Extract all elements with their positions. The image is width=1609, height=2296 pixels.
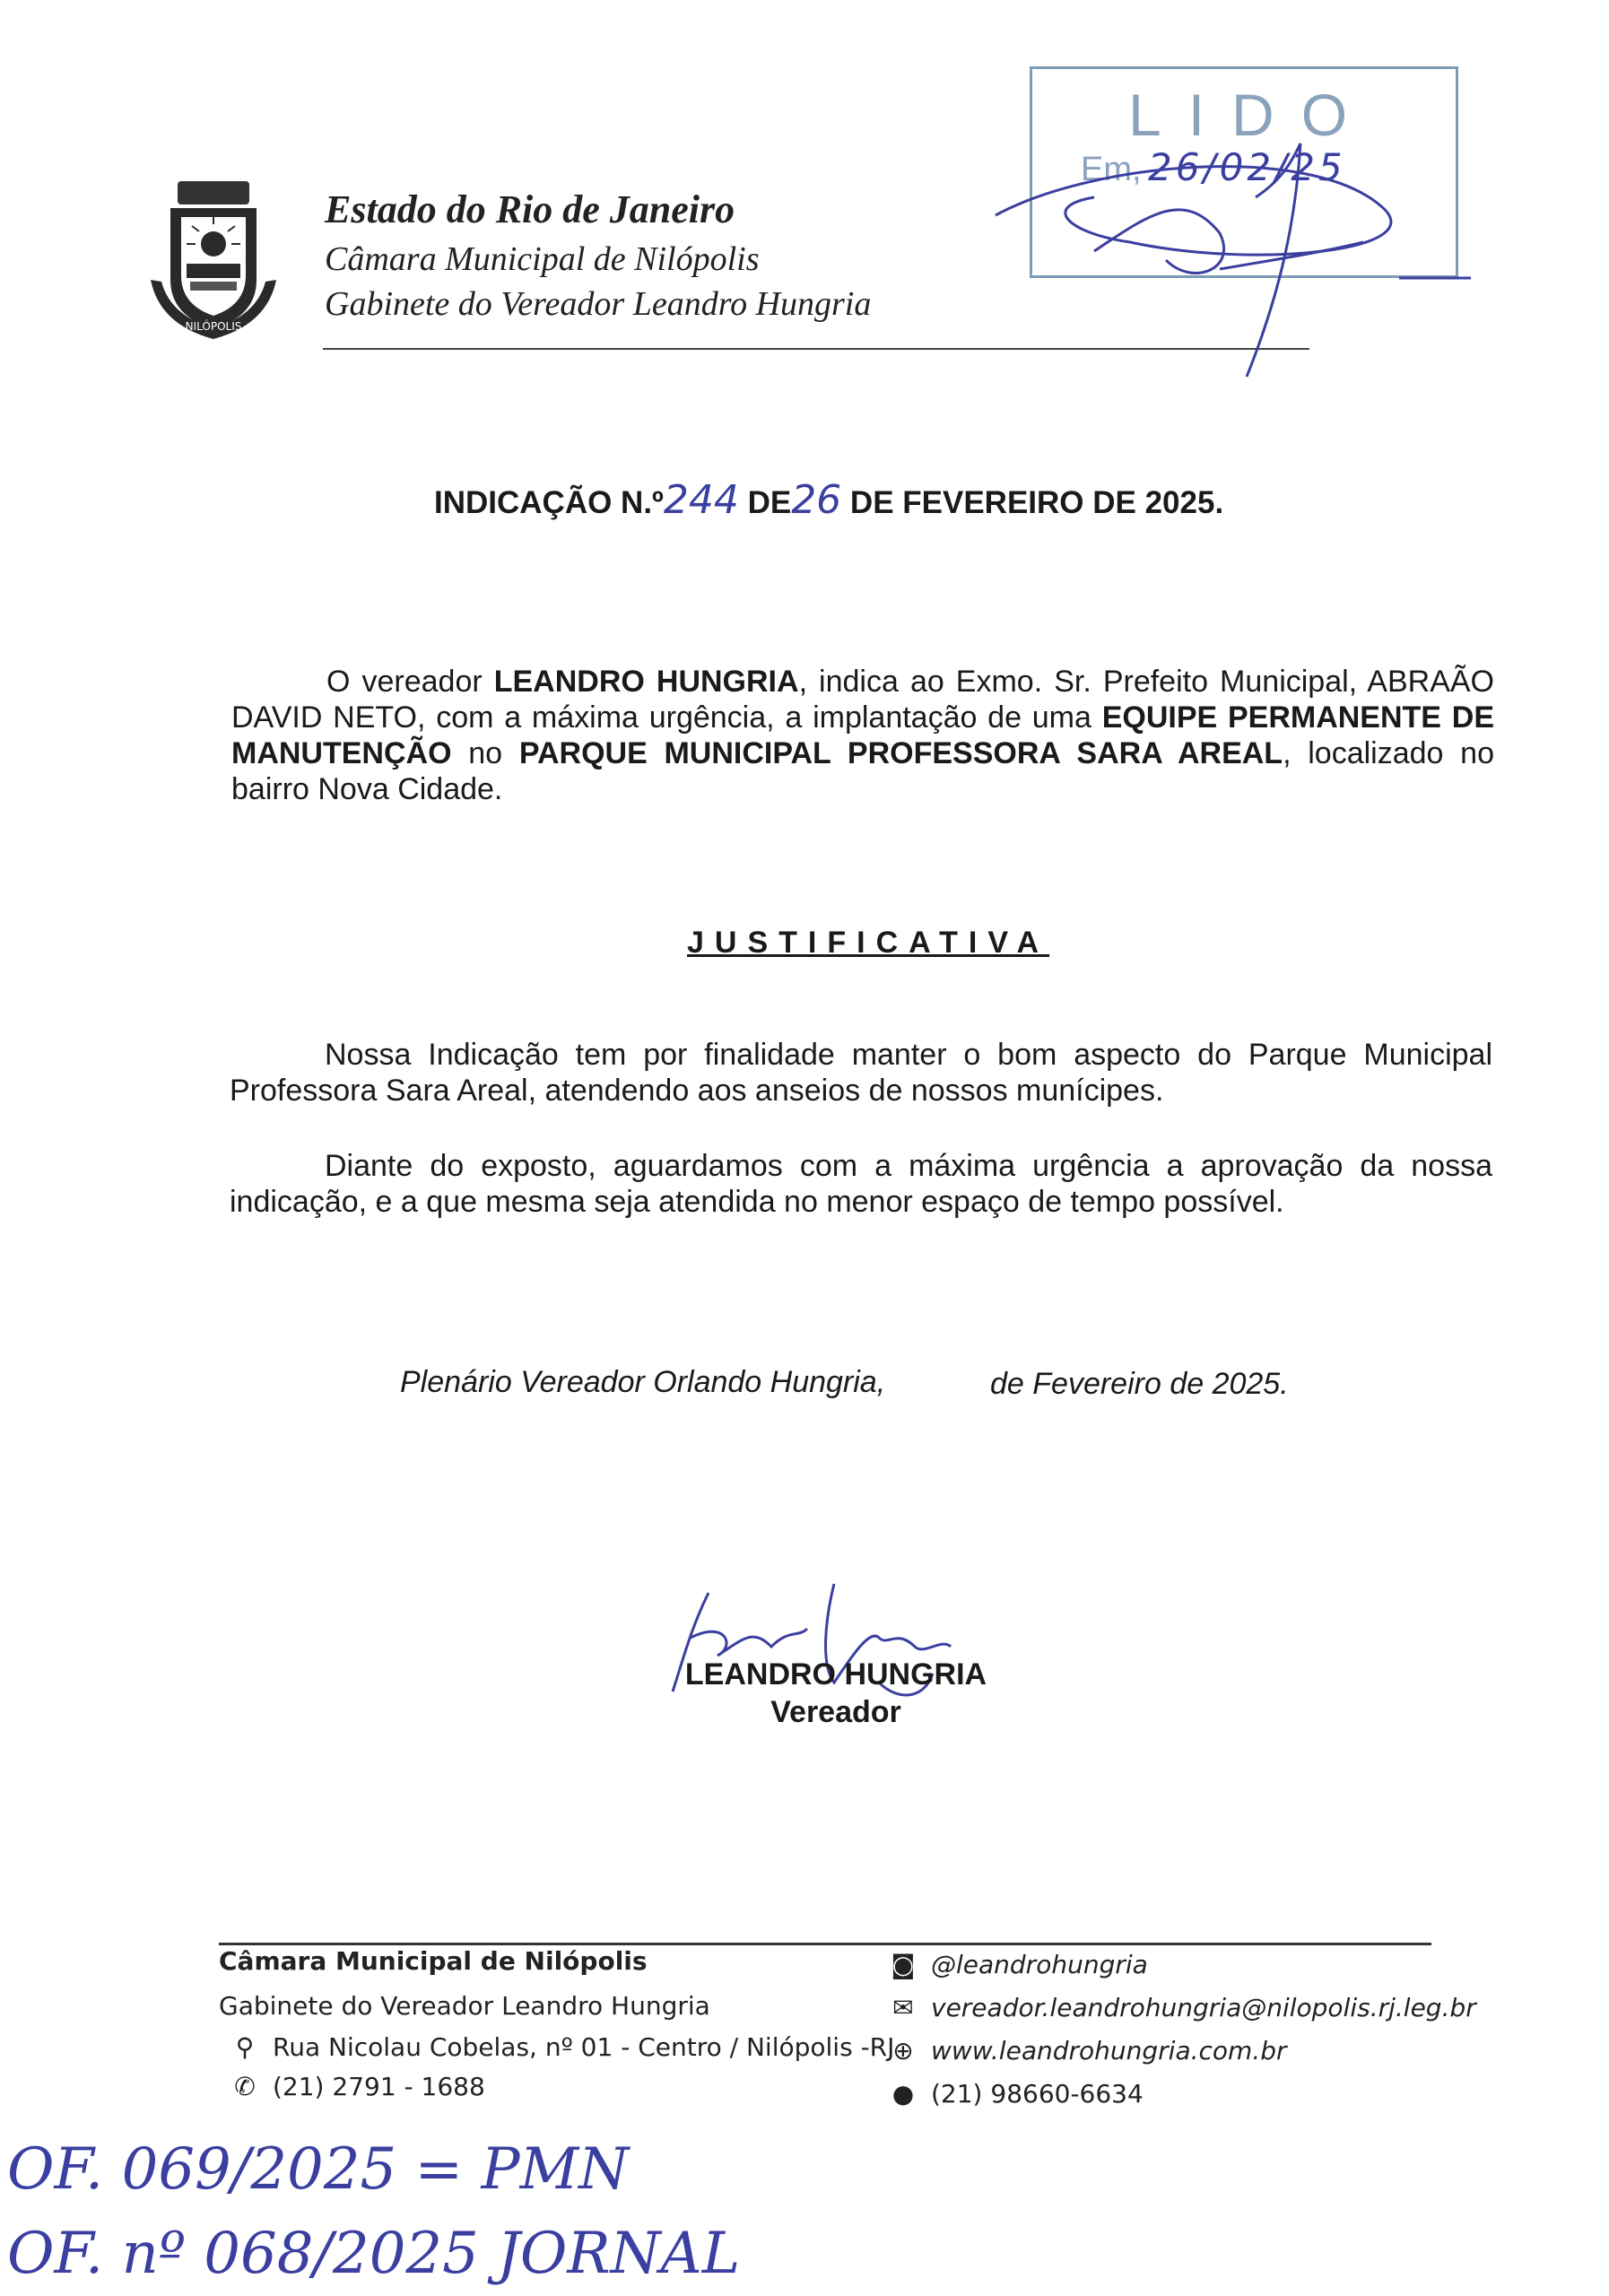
whatsapp-icon: ●: [891, 2079, 915, 2109]
footer-address: [230, 2032, 894, 2062]
letterhead-chamber: Câmara Municipal de Nilópolis: [325, 240, 760, 278]
phone-text: (21) 2791 - 1688: [273, 2072, 485, 2101]
document-title: [434, 477, 1223, 523]
justification-paragraph-1: [230, 1037, 1492, 1109]
letterhead: [325, 183, 871, 326]
footer-website: [888, 2036, 1286, 2066]
footer-org: Câmara Municipal de Nilópolis: [219, 1946, 648, 1976]
footer-whatsapp: [888, 2079, 1144, 2109]
justification-heading: JUSTIFICATIVA: [687, 926, 1050, 960]
letterhead-state: Estado do Rio de Janeiro: [325, 187, 735, 231]
p1-text-a: O vereador: [326, 665, 494, 699]
p1-author: LEANDRO HUNGRIA: [493, 665, 799, 699]
closing-date: de Fevereiro de 2025.: [990, 1367, 1289, 1401]
p2-text: Nossa Indicação tem por finalidade manter o bom aspecto do Parque Municipal Professora Sara Areal, atendendo aos anseios de nossos munícipes.: [230, 1038, 1492, 1108]
instagram-icon: ◙: [891, 1950, 916, 1979]
handwritten-annotation-2: OF. nº 068/2025 JORNAL: [7, 2221, 741, 2287]
website-text: www.leandrohungria.com.br: [931, 2036, 1287, 2066]
title-suffix: DE FEVEREIRO DE 2025.: [849, 485, 1224, 520]
stamp-label: LIDO: [1128, 82, 1375, 148]
stamp-em-label: Em,: [1081, 151, 1142, 188]
title-prefix: INDICAÇÃO N.º: [434, 485, 664, 520]
footer-divider: [219, 1943, 1431, 1945]
p1-team: EQUIPE PERMANENTE DE MANUTENÇÃO: [231, 700, 1494, 770]
globe-icon: ⊕: [892, 2036, 914, 2066]
justification-paragraph-2: [230, 1148, 1492, 1220]
title-number: 244: [663, 477, 739, 523]
p1-text-g: , localizado no bairro Nova Cidade.: [231, 736, 1494, 806]
map-pin-icon: ⚲: [235, 2032, 255, 2062]
stamp-date: 26/02/25: [1148, 145, 1346, 189]
signer-name: LEANDRO HUNGRIA: [684, 1657, 987, 1692]
footer-office: Gabinete do Vereador Leandro Hungria: [219, 1991, 710, 2021]
letterhead-office: Gabinete do Vereador Leandro Hungria: [325, 285, 872, 323]
email-text: vereador.leandrohungria@nilopolis.rj.leg.br: [931, 1993, 1476, 2022]
handwritten-annotation-1: OF. 069/2025 = PMN: [7, 2136, 630, 2203]
p1-text-c: , indica ao Exmo. Sr. Prefeito Municipal, ABRAÃO DAVID NETO, com a máxima urgência, a implantação de uma: [231, 665, 1494, 735]
signer-role: Vereador: [770, 1695, 901, 1729]
title-de: DE: [747, 485, 792, 520]
phone-icon: ✆: [234, 2072, 256, 2101]
instagram-text: @leandrohungria: [931, 1950, 1148, 1979]
closing-place: Plenário Vereador Orlando Hungria,: [400, 1365, 886, 1399]
svg-text:NILÓPOLIS: NILÓPOLIS: [185, 320, 242, 333]
footer-email: [888, 1993, 1476, 2022]
municipal-crest-logo: [151, 181, 276, 343]
whatsapp-text: (21) 98660-6634: [931, 2079, 1144, 2109]
indication-paragraph: [231, 664, 1494, 807]
title-day: 26: [791, 477, 842, 523]
address-text: Rua Nicolau Cobelas, nº 01 - Centro / Nilópolis -RJ: [273, 2032, 895, 2062]
email-icon: ✉: [892, 1993, 914, 2022]
footer-instagram: [888, 1950, 1148, 1979]
p1-park: PARQUE MUNICIPAL PROFESSORA SARA AREAL: [518, 736, 1283, 770]
footer-phone: [230, 2072, 485, 2101]
p3-text: Diante do exposto, aguardamos com a máxima urgência a aprovação da nossa indicação, e a que mesma seja atendida no menor espaço de tempo possível.: [230, 1149, 1492, 1219]
stamp-signature-scribble: [987, 108, 1489, 395]
p1-text-e: no: [451, 736, 519, 770]
